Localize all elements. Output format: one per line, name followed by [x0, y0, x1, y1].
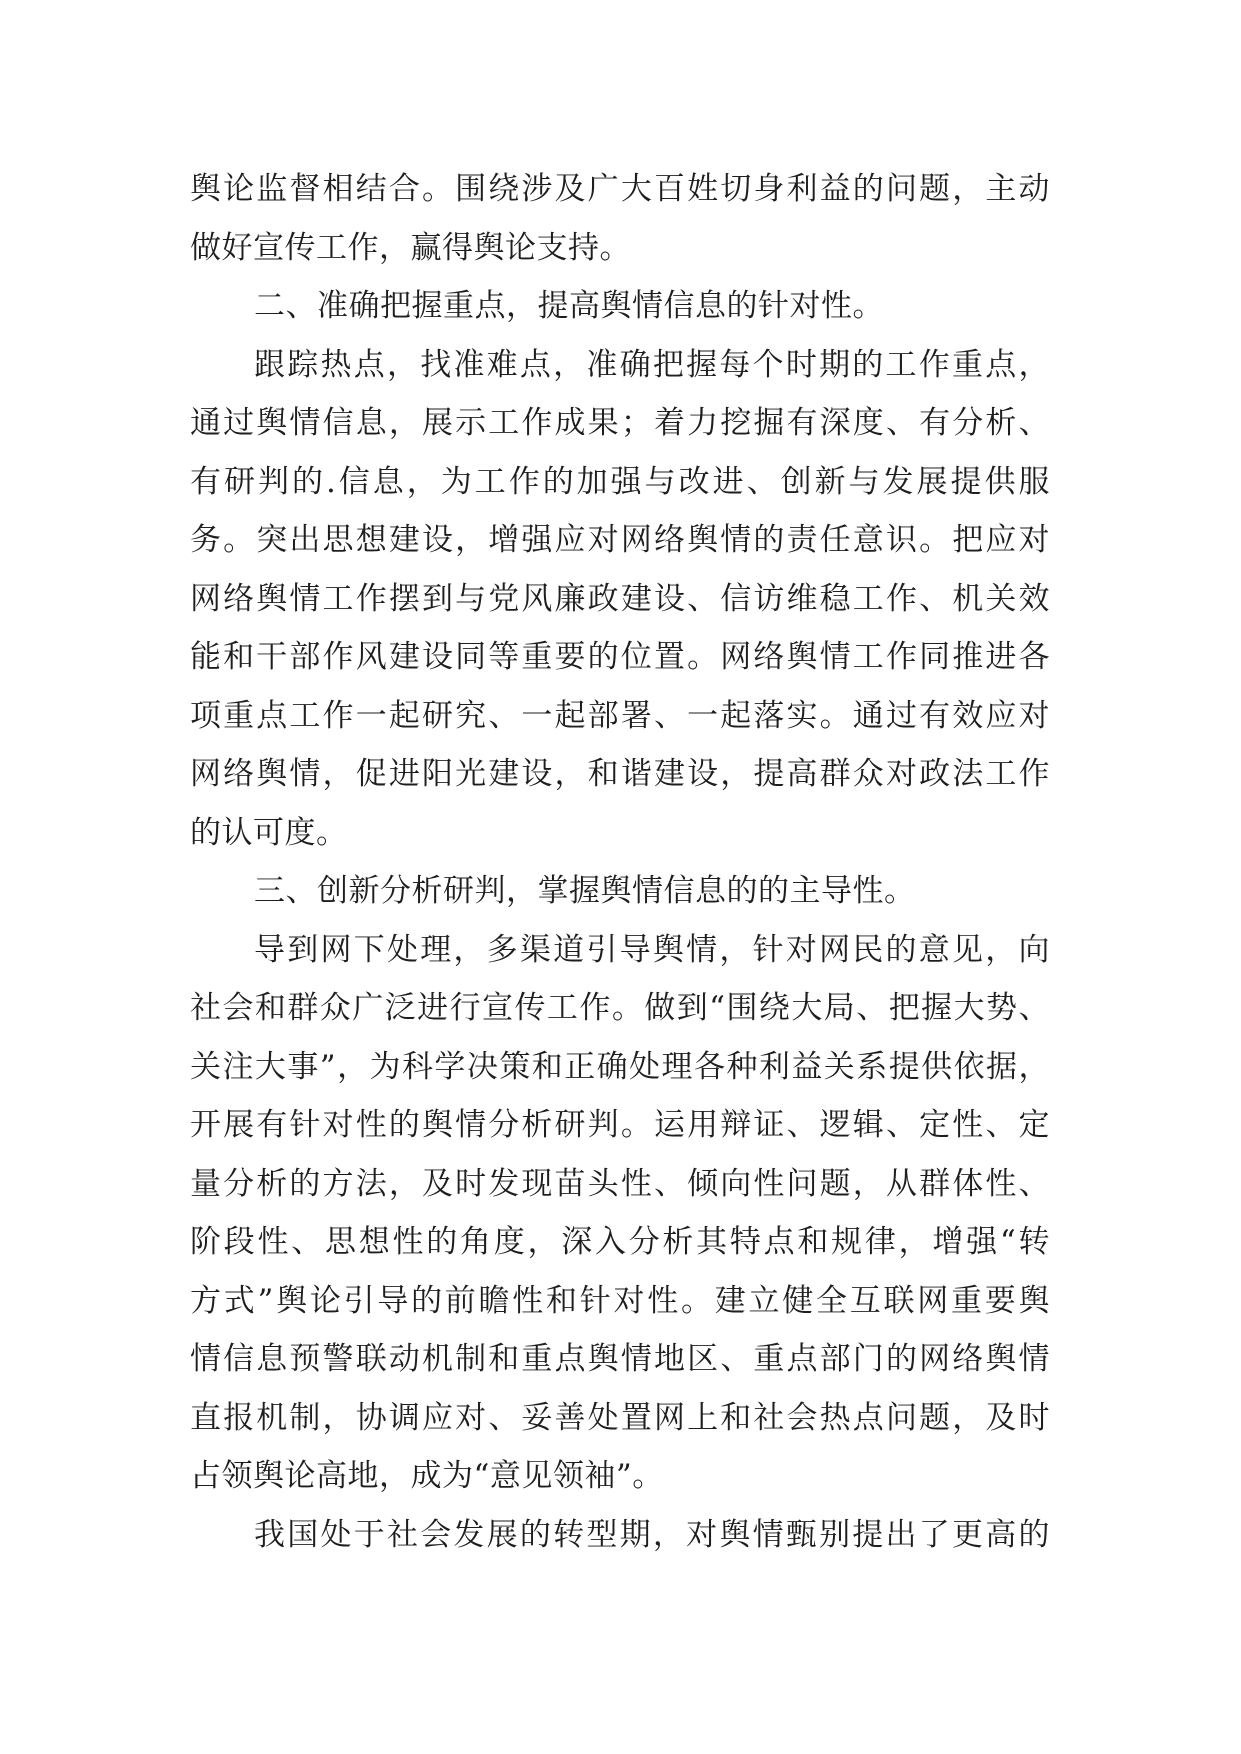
text-line: 能和干部作风建设同等重要的位置。网络舆情工作同推进各 — [190, 639, 1050, 675]
text-line: 导到网下处理，多渠道引导舆情，针对网民的意见，向 — [254, 931, 1050, 968]
text-line: 做好宣传工作，赢得舆论支持。 — [190, 229, 631, 266]
text-line: 阶段性、思想性的角度，深入分析其特点和规律，增强“转 — [190, 1224, 1050, 1260]
text-line: 开展有针对性的舆情分析研判。运用辩证、逻辑、定性、定 — [190, 1107, 1050, 1143]
document-body — [190, 160, 1050, 1564]
text-line: 量分析的方法，及时发现苗头性、倾向性问题，从群体性、 — [190, 1165, 1050, 1202]
text-line: 占领舆论高地，成为“意见领袖”。 — [190, 1458, 664, 1494]
text-line: 我国处于社会发展的转型期，对舆情甄别提出了更高的 — [254, 1516, 1050, 1553]
text-line: 项重点工作一起研究、一起部署、一起落实。通过有效应对 — [190, 697, 1050, 734]
text-line: 网络舆情，促进阳光建设，和谐建设，提高群众对政法工作 — [190, 756, 1050, 792]
text-line: 社会和群众广泛进行宣传工作。做到“围绕大局、把握大势、 — [190, 990, 1050, 1026]
text-line: 直报机制，协调应对、妥善处置网上和社会热点问题，及时 — [190, 1399, 1050, 1436]
text-line: 情信息预警联动机制和重点舆情地区、重点部门的网络舆情 — [190, 1341, 1050, 1377]
text-line: 有研判的.信息，为工作的加强与改进、创新与发展提供服 — [190, 463, 1050, 500]
text-line: 网络舆情工作摆到与党风廉政建设、信访维稳工作、机关效 — [190, 580, 1050, 617]
section-heading: 三、创新分析研判，掌握舆情信息的的主导性。 — [254, 873, 916, 909]
text-line: 跟踪热点，找准难点，准确把握每个时期的工作重点， — [254, 346, 1050, 383]
text-line: 方式”舆论引导的前瞻性和针对性。建立健全互联网重要舆 — [190, 1282, 1050, 1319]
text-line: 的认可度。 — [190, 814, 348, 851]
text-line: 通过舆情信息，展示工作成果；着力挖掘有深度、有分析、 — [190, 405, 1050, 441]
text-line: 务。突出思想建设，增强应对网络舆情的责任意识。把应对 — [190, 522, 1050, 558]
text-line: 舆论监督相结合。围绕涉及广大百姓切身利益的问题，主动 — [190, 171, 1050, 207]
text-line: 关注大事”，为科学决策和正确处理各种利益关系提供依据， — [190, 1048, 1050, 1085]
section-heading: 二、准确把握重点，提高舆情信息的针对性。 — [254, 288, 884, 324]
